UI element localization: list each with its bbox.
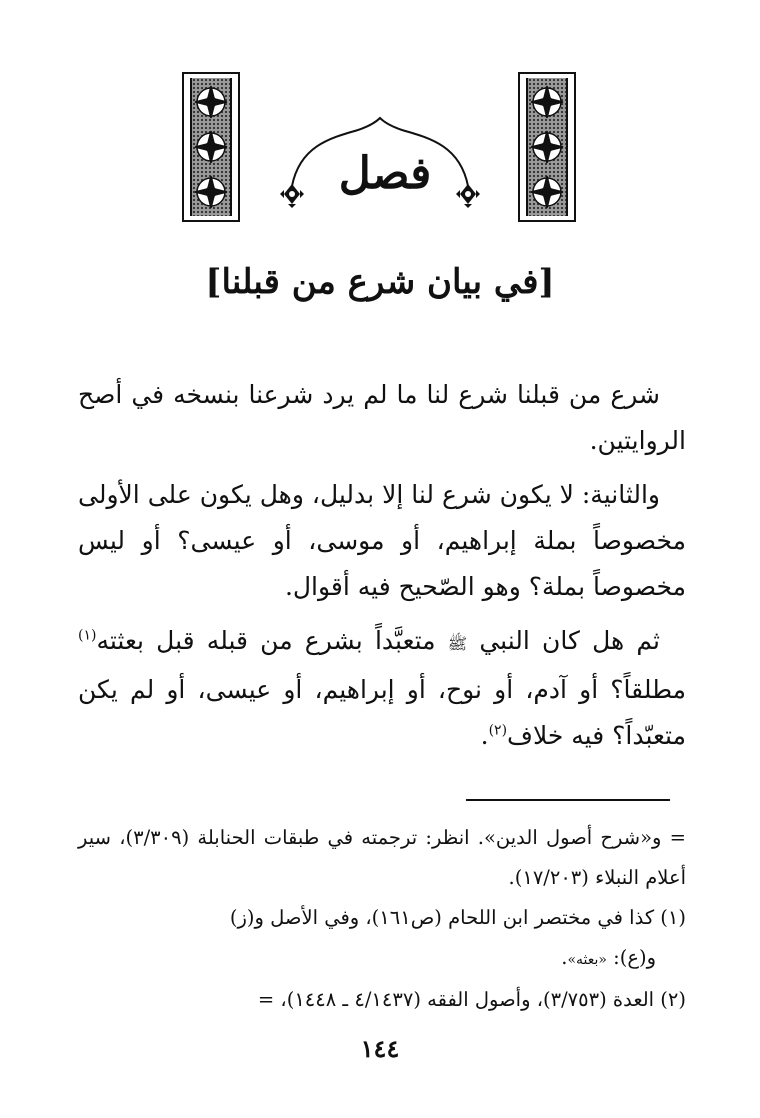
section-title: [في بيان شرع من قبلنا]: [205, 262, 555, 302]
footnote-ref-2[interactable]: (٢): [488, 722, 508, 739]
footnotes: [78, 818, 686, 1020]
honorific-ligature: ﷺ: [447, 634, 468, 653]
paragraph-2: والثانية: لا يكون شرع لنا إلا بدليل، وهل يكون على الأولى مخصوصاً بملة إبراهيم، أو موسى، أو عيسى؟ أو ليس مخصوصاً بملة؟ وهو الصّحيح فيه أقوال.: [78, 480, 686, 601]
footnote-separator: [466, 799, 670, 801]
footnote-ref-1[interactable]: (١): [78, 627, 97, 644]
footnote-continuation: = و«شرح أصول الدين». انظر: ترجمته في طبقات الحنابلة (٣/٣٠٩)، سير أعلام النبلاء (١٧/٢٠٣).: [78, 826, 686, 889]
paragraph-3-part-b: متعبَّداً بشرع من قبله قبل بعثته: [96, 626, 436, 655]
chapter-heading: فصل: [338, 148, 432, 199]
main-text: [78, 372, 686, 767]
paragraph-3-end: .: [480, 721, 489, 750]
right-ornamental-pillar: [518, 72, 576, 222]
footnote-1-text: (١) كذا في مختصر ابن اللحام (ص١٦١)، وفي الأصل و(ز): [229, 906, 686, 929]
footnote-1-end: .: [561, 946, 568, 969]
left-ornamental-pillar: [182, 72, 240, 222]
chapter-ornament: [180, 68, 580, 228]
footnote-1-quote: «بعثه»: [567, 952, 607, 968]
paragraph-3-part-a: ثم هل كان النبي: [479, 626, 660, 655]
paragraph-3-part-c: مطلقاً؟ أو آدم، أو نوح، أو إبراهيم، أو عيسى، أو لم يكن متعبّداً؟ فيه خلاف: [78, 675, 687, 750]
paragraph-1: شرع من قبلنا شرع لنا ما لم يرد شرعنا بنسخه في أصح الروايتين.: [78, 380, 686, 455]
rosette-column-icon: [190, 78, 232, 216]
page-number: ١٤٤: [360, 1034, 400, 1063]
footnote-1-continued: [78, 938, 686, 980]
paragraph-3: [78, 618, 686, 759]
footnote-1-cont: و(ع):: [613, 946, 656, 969]
footnote-1: [78, 898, 686, 938]
footnote-2: (٢) العدة (٣/٧٥٣)، وأصول الفقه (٤/١٤٣٧ ـ ١٤٤٨)، =: [257, 988, 686, 1011]
rosette-column-icon: [526, 78, 568, 216]
